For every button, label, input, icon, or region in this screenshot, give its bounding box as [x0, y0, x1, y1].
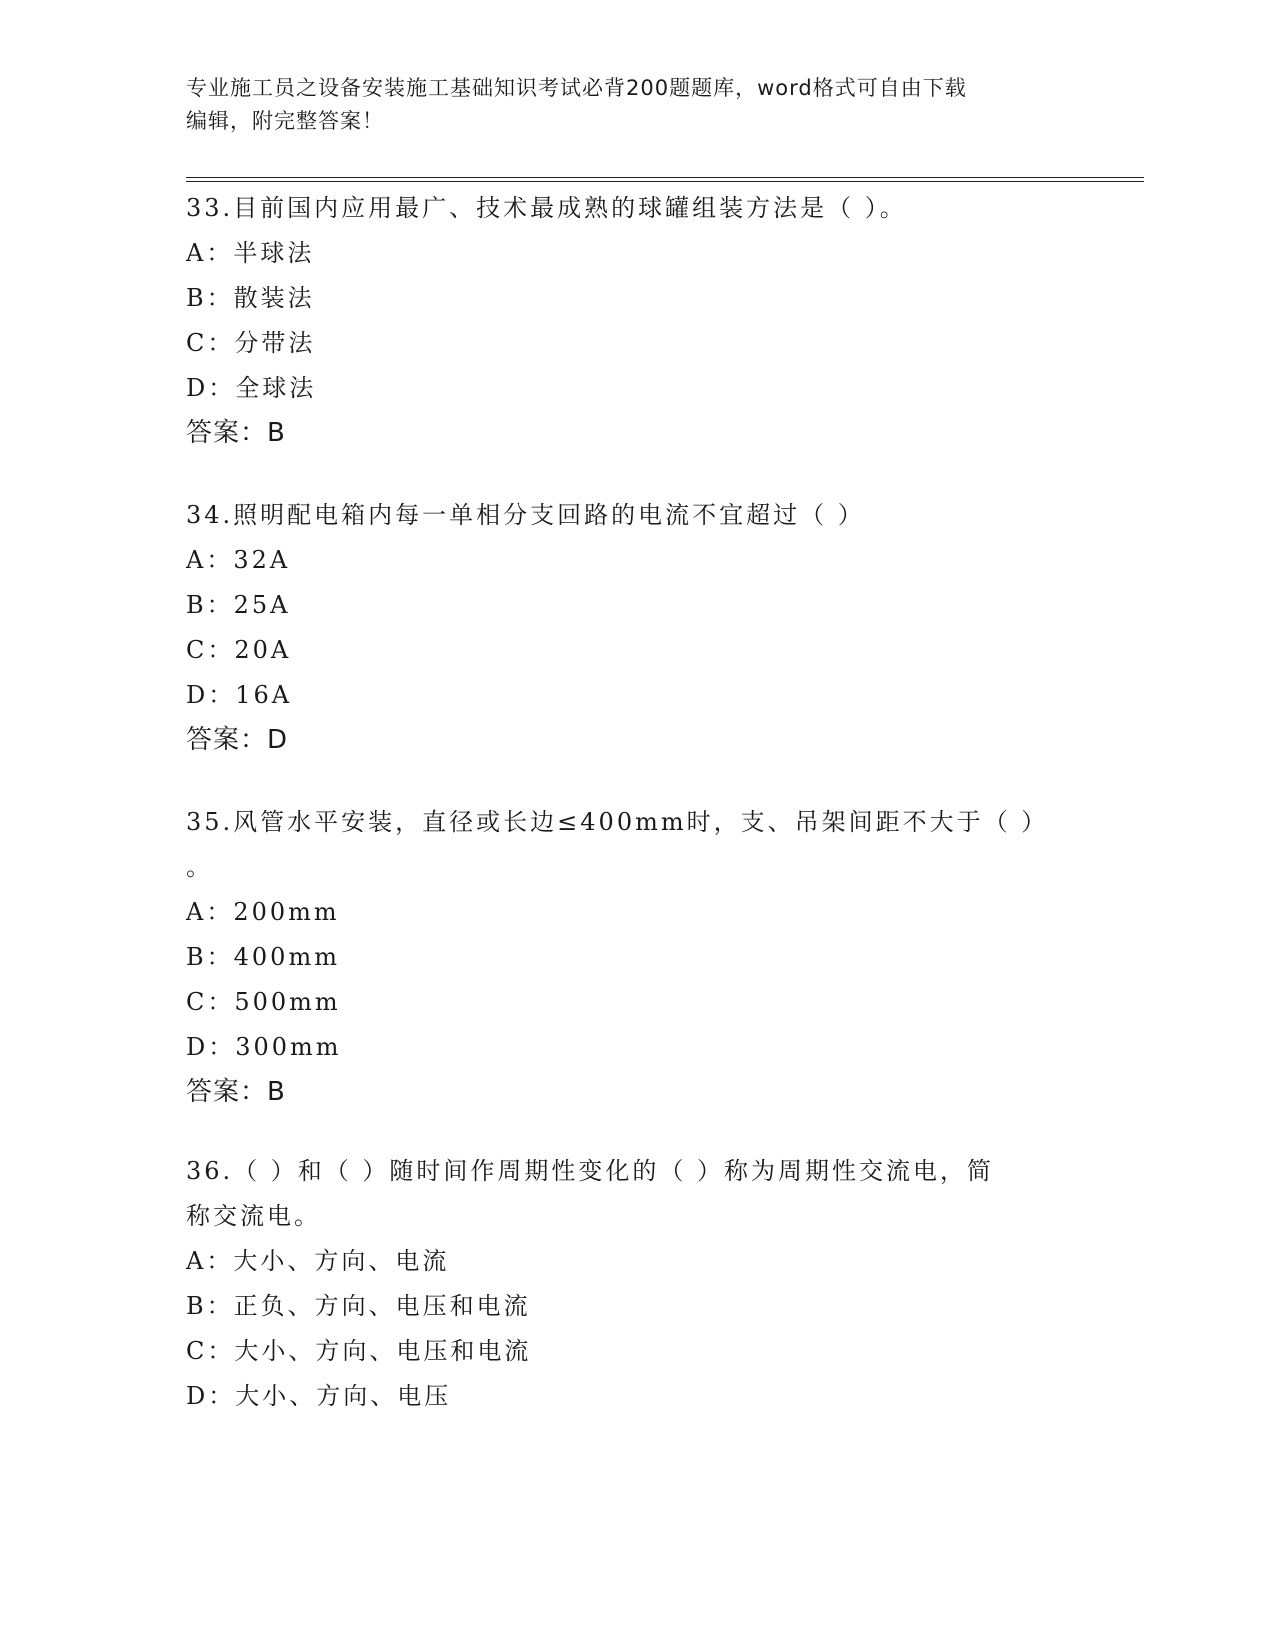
- question-stem: 33.目前国内应用最广、技术最成熟的球罐组装方法是（ ）。: [186, 194, 907, 222]
- option-d: D：16A: [186, 681, 293, 709]
- option-a: A：32A: [186, 546, 291, 574]
- header-divider-bottom: [186, 181, 1144, 182]
- question-stem: 34.照明配电箱内每一单相分支回路的电流不宜超过（ ）: [186, 501, 865, 529]
- option-a: A：大小、方向、电流: [186, 1247, 450, 1275]
- option-c: C：500mm: [186, 988, 341, 1016]
- header-line-2: 编辑，附完整答案！: [186, 109, 384, 133]
- option-b: B：25A: [186, 591, 291, 619]
- question-35: [186, 800, 1066, 1115]
- document-header: [186, 72, 1066, 138]
- question-34: [186, 493, 1066, 763]
- option-d: D：全球法: [186, 374, 317, 402]
- question-stem-continued: 称交流电。: [186, 1202, 321, 1230]
- question-stem: 36.（ ）和（ ）随时间作周期性变化的（ ）称为周期性交流电，简: [186, 1157, 995, 1185]
- option-c: C：大小、方向、电压和电流: [186, 1337, 532, 1365]
- option-a: A：200mm: [186, 898, 340, 926]
- question-36: [186, 1149, 1066, 1419]
- option-d: D：大小、方向、电压: [186, 1382, 452, 1410]
- option-d: D：300mm: [186, 1033, 342, 1061]
- question-stem: 35.风管水平安装，直径或长边≤400mm时，支、吊架间距不大于（ ）: [186, 808, 1049, 836]
- header-divider-top: [186, 177, 1144, 178]
- option-b: B：正负、方向、电压和电流: [186, 1292, 531, 1320]
- option-b: B：400mm: [186, 943, 340, 971]
- answer: 答案：B: [186, 418, 286, 448]
- answer: 答案：D: [186, 725, 289, 755]
- option-c: C：20A: [186, 636, 292, 664]
- question-33: [186, 186, 1066, 456]
- option-a: A：半球法: [186, 239, 315, 267]
- question-stem-continued: 。: [186, 853, 213, 881]
- header-line-1: 专业施工员之设备安装施工基础知识考试必背200题题库，word格式可自由下载: [186, 76, 967, 100]
- answer: 答案：B: [186, 1077, 286, 1107]
- option-b: B：散装法: [186, 284, 315, 312]
- option-c: C：分带法: [186, 329, 316, 357]
